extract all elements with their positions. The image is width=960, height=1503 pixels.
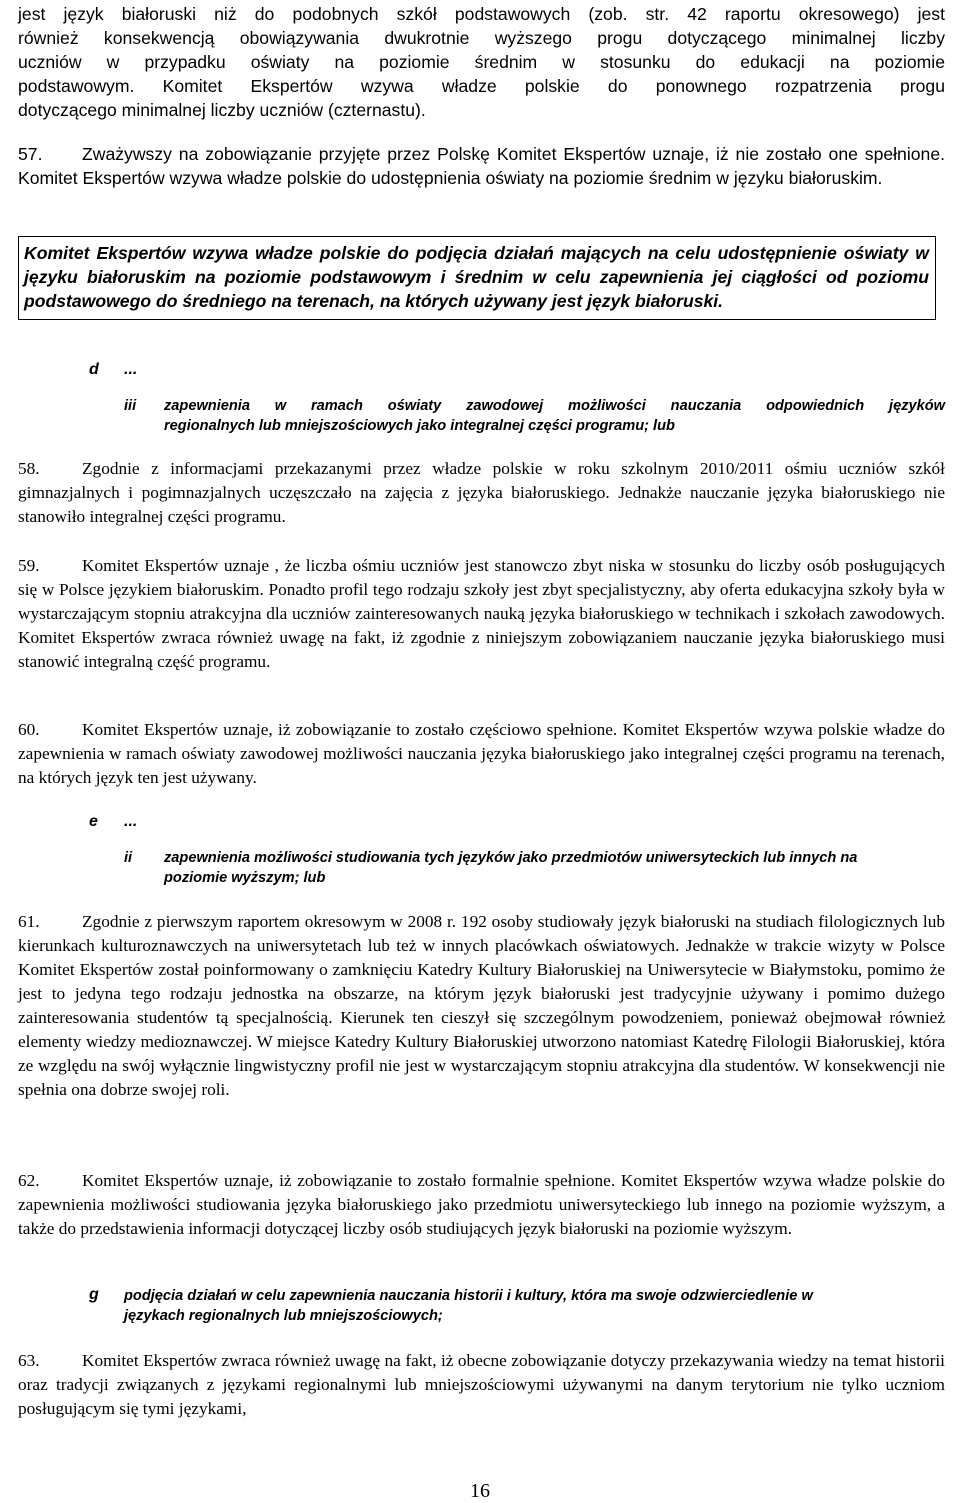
item-letter-e: e — [89, 813, 98, 830]
item-line: zapewnienia w ramach oświaty zawodowej możliwości nauczania odpowiednich języków — [164, 398, 945, 414]
item-line: poziomie wyższym; lub — [164, 870, 326, 886]
item-letter-d: d — [89, 361, 99, 378]
paragraph-number: 61. — [18, 912, 40, 931]
paragraph-60 — [18, 718, 945, 790]
item-line: zapewnienia możliwości studiowania tych języków jako przedmiotów uniwersyteckich lub innych na — [164, 850, 858, 866]
item-roman: iii — [124, 398, 137, 414]
item-ellipsis: ... — [124, 813, 138, 830]
paragraph-text: Komitet Ekspertów uznaje , że liczba ośmiu uczniów jest stanowczo zbyt niska w stosunku do liczby osób posługujących się w Polsce językiem białoruskim. Ponadto profil tego rodzaju szkoły jest zbyt specjalistyczny, aby oferta edukacyjna szkoły była w wystarczającym stopniu atrakcyjna dla uczniów zainteresowanych nauką języka białoruskiego w technikach i szkołach zawodowych. Komitet Ekspertów zwraca również uwagę na fakt, iż zgodnie z niniejszym zobowiązaniem nauczanie języka białoruskiego musi stanowić integralną część programu. — [18, 556, 945, 671]
paragraph-57 — [18, 142, 945, 190]
item-letter-g: g — [89, 1286, 99, 1303]
paragraph-text: Zgodnie z pierwszym raportem okresowym w 2008 r. 192 osoby studiowały język białoruski na studiach filologicznych lub kierunkach kulturoznawczych na uniwersytetach lub też w innych placówkach oświatowych. Jednakże w trakcie wizyty w Polsce Komitet Ekspertów został poinformowany o zamknięciu Katedry Kultury Białoruskiej na Uniwersytecie w Białymstoku, pomimo że jest to jedyna tego rodzaju jednostka na obszarze, na którym język białoruski jest tradycyjnie używany i pomimo dużego zainteresowania studentów tą specjalnością. Kierunek ten cieszył się szczególnym powodzeniem, ponieważ obejmował również elementy wiedzy medioznawczej. W miejsce Katedry Kultury Białoruskiej utworzono natomiast Katedrę Filologii Białoruskiej, która ze względu na swój wyłącznie lingwistyczny profil nie jest w wystarczającym stopniu atrakcyjna dla studentów. W konsekwencji nie spełnia ona dobrze swojej roli. — [18, 912, 945, 1099]
item-line: regionalnych lub mniejszościowych jako integralnej części programu; lub — [164, 418, 675, 434]
paragraph-number: 62. — [18, 1171, 40, 1190]
intro-line: również konsekwencją obowiązywania dwukrotnie wyższego progu dotyczącego minimalnej liczby — [18, 28, 945, 48]
item-roman: ii — [124, 850, 133, 866]
item-ellipsis: ... — [124, 361, 138, 378]
intro-line: podstawowym. Komitet Ekspertów wzywa władze polskie do ponownego rozpatrzenia progu — [18, 76, 945, 96]
paragraph-text: Komitet Ekspertów uznaje, iż zobowiązanie to zostało formalnie spełnione. Komitet Ekspertów wzywa władze polskie do zapewnienia możliwości studiowania języka białoruskiego jako przedmiotu uniwersyteckiego lub innego na poziomie wyższym, a także do przedstawienia informacji dotyczącej liczby osób studiujących język białoruski na poziomie wyższym. — [18, 1171, 945, 1238]
intro-line: uczniów w przypadku oświaty na poziomie średnim w stosunku do edukacji na poziomie — [18, 52, 945, 72]
paragraph-text: Zważywszy na zobowiązanie przyjęte przez Polskę Komitet Ekspertów uznaje, iż nie zostało one spełnione. Komitet Ekspertów wzywa władze polskie do udostępnienia oświaty na poziomie średnim w języku białoruskim. — [18, 144, 945, 188]
paragraph-58 — [18, 457, 945, 529]
intro-line: dotyczącego minimalnej liczby uczniów (czternastu). — [18, 100, 426, 120]
recommendation-box — [18, 236, 936, 320]
intro-paragraph — [18, 2, 945, 122]
paragraph-61 — [18, 910, 945, 1102]
paragraph-text: Zgodnie z informacjami przekazanymi przez władze polskie w roku szkolnym 2010/2011 ośmiu uczniów szkół gimnazjalnych i pogimnazjalnych uczęszczało na zajęcia z języka białoruskiego. Jednakże nauczanie języka białoruskiego nie stanowiło integralnej części programu. — [18, 459, 945, 526]
recommendation-text: Komitet Ekspertów wzywa władze polskie do podjęcia działań mających na celu udostępnienie oświaty w języku białoruskim na poziomie podstawowym i średnim w celu zapewnienia jej ciągłości od poziomu podstawowego do średniego na terenach, na których używany jest język białoruski. — [24, 243, 929, 311]
paragraph-number: 58. — [18, 459, 40, 478]
paragraph-number: 57. — [18, 144, 43, 164]
paragraph-59 — [18, 554, 945, 674]
page-number: 16 — [470, 1480, 490, 1502]
item-line: podjęcia działań w celu zapewnienia nauczania historii i kultury, która ma swoje odzwierciedlenie w — [124, 1288, 813, 1304]
paragraph-63 — [18, 1349, 945, 1421]
paragraph-number: 63. — [18, 1351, 40, 1370]
paragraph-text: Komitet Ekspertów uznaje, iż zobowiązanie to zostało częściowo spełnione. Komitet Ekspertów wzywa polskie władze do zapewnienia w ramach oświaty zawodowej możliwości nauczania języka białoruskiego jako integralnej części programu na terenach, na których język ten jest używany. — [18, 720, 945, 787]
intro-line: jest język białoruski niż do podobnych szkół podstawowych (zob. str. 42 raportu okresowego) jest — [18, 4, 945, 24]
paragraph-text: Komitet Ekspertów zwraca również uwagę na fakt, iż obecne zobowiązanie dotyczy przekazywania wiedzy na temat historii oraz tradycji związanych z językami regionalnymi lub mniejszościowymi używanymi na danym terytorium nie tylko uczniom posługującym się tymi językami, — [18, 1351, 945, 1418]
paragraph-62 — [18, 1169, 945, 1241]
paragraph-number: 60. — [18, 720, 40, 739]
paragraph-number: 59. — [18, 556, 40, 575]
item-line: językach regionalnych lub mniejszościowych; — [124, 1308, 443, 1324]
